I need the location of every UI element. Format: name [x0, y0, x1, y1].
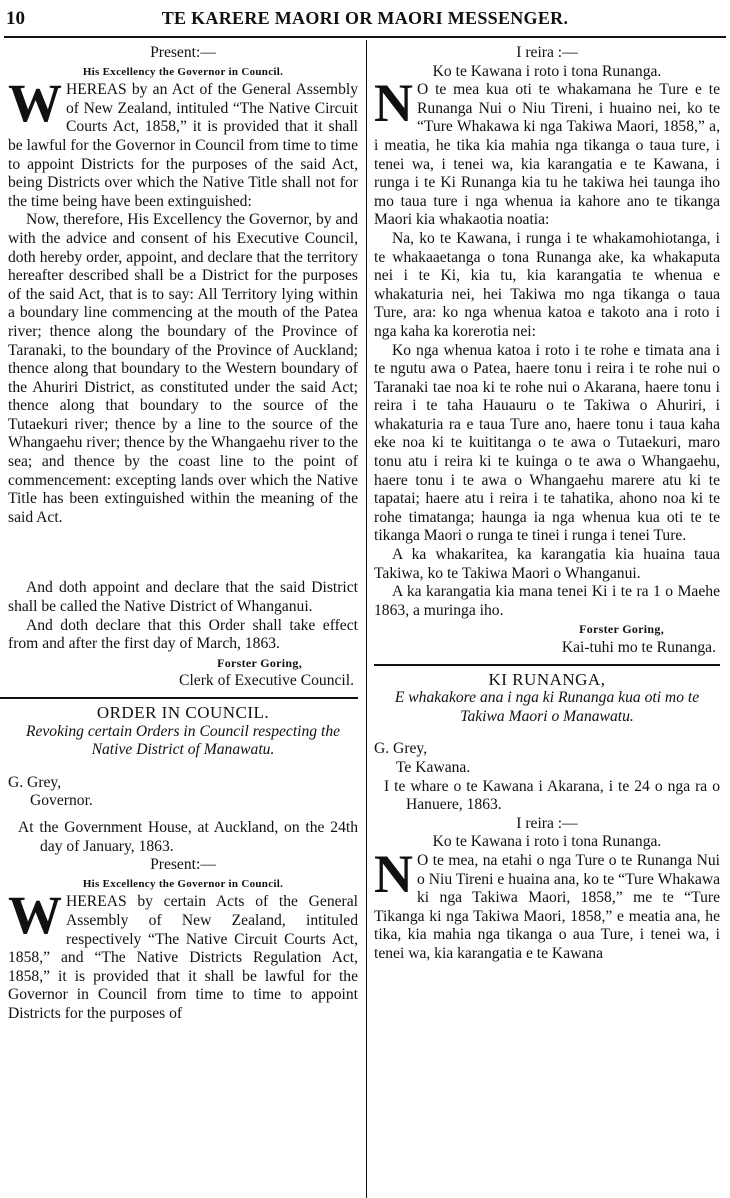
present-label-2: Present:—	[150, 856, 216, 874]
proclamation-paragraph-5: WHEREAS by certain Acts of the General Assembly of New Zealand, intituled respectively “The Native Circuit Courts Act, 1858,” and “The Native Districts Regulation Act, 1858,” it is provided that it shall be lawful for the Governor in Council from time to time to appoint Districts for the purposes of	[8, 885, 358, 1022]
proclamation-paragraph-1: WHEREAS by an Act of the General Assembly of New Zealand, intituled “The Native Circuit Courts Act, 1858,” it is provided that it shall be lawful for the Governor in Council from time to time to appoint Districts for the purposes of the said Act, being Districts over which the Native Title shall not for the time being have been extinguished:	[8, 73, 358, 210]
governor-name: G. Grey,	[8, 773, 62, 791]
proclamation-paragraph-4: A ka whakaritea, ka karangatia kia huaina taua Takiwa, ko te Takiwa Maori o Whanganui.	[374, 546, 720, 582]
page-header	[6, 4, 724, 32]
proclamation-paragraph-5: A ka karangatia kia mana tenei Ki i te ra 1 o Maehe 1863, a muringa iho.	[374, 583, 720, 619]
order-subheading: E whakakore ana i nga ki Runanga kua oti mo te Takiwa Maori o Manawatu.	[394, 689, 700, 725]
present-label: Present:—	[150, 44, 216, 61]
proclamation-paragraph-6: N O te mea, na etahi o nga Ture o te Runanga Nui o Niu Tireni e huaina ana, ko te “Ture Whakawa ki nga Takiwa Maori, 1858,” me te “Ture Tikanga ki nga Takiwa Maori, 1858,” e meatia ana, he tika, kia mahia nga tikanga o aua Ture, i tenei wa, i tenei wa, kia karangatia e te Kawana	[374, 843, 720, 962]
proclamation-paragraph-3: And doth appoint and declare that the said District shall be called the Native District of Whanganui.	[8, 579, 358, 616]
council-line-2: Ko te Kawana i roto i tona Runanga.	[432, 833, 662, 851]
drop-cap: W	[8, 885, 62, 946]
governor-title: Te Kawana.	[396, 758, 471, 776]
council-line-2: His Excellency the Governor in Council.	[82, 877, 284, 890]
drop-cap: W	[8, 73, 62, 134]
proclamation-paragraph-2: Na, ko te Kawana, i runga i te whakamohiotanga, i te whakaaetanga o tona Runanga ake, ka whakaputa nei i te Ki, kia tu, kia karangatia te whenua e whakaturia nei, hei Takiwa mo nga tikanga o taua Ture, ara: ko nga whenua katoa e takoto ana i roto i nga kaha ka korerotia nei:	[374, 229, 720, 340]
council-line: His Excellency the Governor in Council.	[82, 65, 284, 78]
header-rule	[4, 36, 726, 38]
column-divider	[366, 40, 367, 1198]
drop-cap: N	[374, 843, 413, 904]
governor-name: G. Grey,	[374, 740, 428, 758]
page-number: 10	[6, 8, 25, 29]
signatory-name: Forster Goring,	[579, 622, 664, 637]
present-label-2: I reira :—	[516, 814, 578, 832]
order-heading: KI RUNANGA,	[488, 669, 606, 689]
place-date: I te whare o te Kawana i Akarana, i te 24 o nga ra o Hanuere, 1863.	[384, 777, 720, 814]
place-date: At the Government House, at Auckland, on the 24th day of January, 1863.	[18, 818, 358, 855]
proclamation-paragraph-4: And doth declare that this Order shall take effect from and after the first day of March, 1863.	[8, 616, 358, 653]
proclamation-paragraph-3: Ko nga whenua katoa i roto i te rohe e timata ana i te ngutu awa o Patea, haere tonu i reira i te rohe nui o Taranaki tae noa ki te rohe nui o Akarana, haere tonu i reira i te taha Hauauru o te Takiwa o Ahuriri, i whakaturia ra e taua Ture ano, haere tonu i taua kaha eke noa ki te kuititanga o te awa o Tutaekuri, maro tonu atu i reira ki te kuinga o te awa o Whangaehu, haere tonu i te awa o Whangaehu marere atu ki te tapatai; haere atu i reira i te tahatika, ahono noa ki te rohe timatanga; haunga ia nga whenua kua oti te te tikanga Maori o runga te tinei i runga i tenei Ture.	[374, 341, 720, 545]
governor-title: Governor.	[30, 792, 93, 810]
proclamation-paragraph-2: Now, therefore, His Excellency the Governor, by and with the advice and consent of his Executive Council, doth hereby order, appoint, and declare that the territory hereafter described shall be a District for the purposes of the said Act, that is to say: All Territory lying within a boundary line commencing at the mouth of the Patea river; thence along the boundary of the Province of Taranaki, to the boundary of the Province of Auckland; thence along that boundary to the Western boundary of the Ahuriri District, as constituted under the said Act; thence along that boundary to the source of the Tutaekuri river; thence by a line to the source of the Whangaehu river; thence by the Whangaehu river to the sea; and thence by the coast line to the point of commencement: excepting lands over which the Native Title has been extinguished within the meaning of the said Act.	[8, 211, 358, 526]
signatory-title: Kai-tuhi mo te Runanga.	[561, 639, 716, 656]
council-line: Ko te Kawana i roto i tona Runanga.	[432, 62, 662, 80]
running-title: TE KARERE MAORI OR MAORI MESSENGER.	[161, 8, 569, 28]
order-subheading: Revoking certain Orders in Council respecting the Native District of Manawatu.	[25, 722, 341, 759]
signatory-name: Forster Goring,	[217, 655, 302, 670]
english-column	[8, 44, 358, 1024]
present-label: I reira :—	[516, 44, 578, 61]
signatory-title: Clerk of Executive Council.	[179, 672, 354, 690]
drop-cap: N	[374, 73, 413, 134]
section-rule	[374, 664, 720, 666]
proclamation-paragraph-1: N O te mea kua oti te whakamana he Ture e te Runanga Nui o Niu Tireni, i huaino nei, ko te “Ture Whakawa ki nga Takiwa Maori, 1858,” a, i meatia, he tika kia mahia nga tikanga o taua ture, i tenei wa, i tenei wa, kia karangatia e te Kawana, i runga i te Ki Runanga kia tu he takiwa hei taunga iho mo taua ture i nga whenua ia kahore ano te tikanga Maori kia whakaotia noatia:	[374, 73, 720, 229]
order-heading: ORDER IN COUNCIL.	[96, 703, 270, 722]
section-rule	[0, 697, 358, 699]
maori-column	[374, 44, 720, 964]
